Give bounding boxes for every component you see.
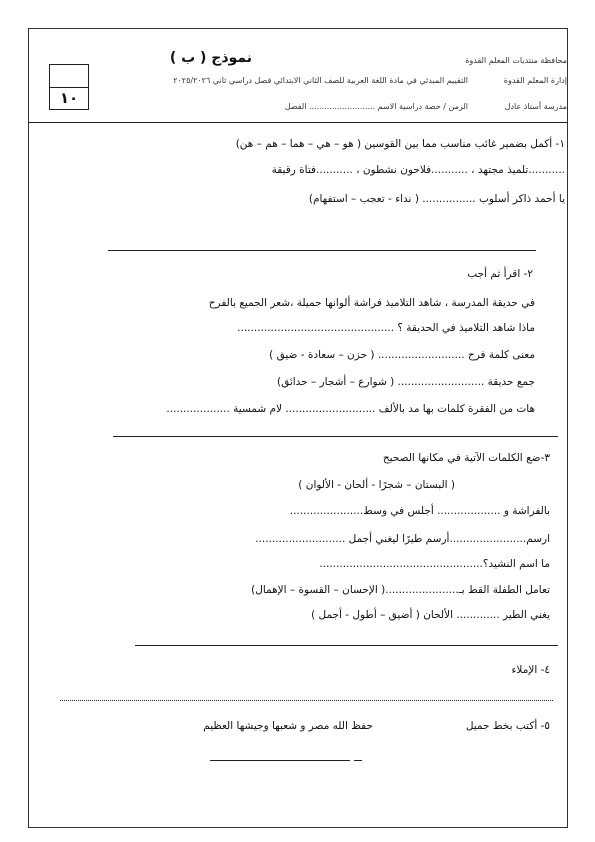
q2-question-b: معنى كلمة فرح .......................... ( حزن – سعادة - ضيق ) [269,349,535,361]
q5-writing-line-end [354,760,362,761]
q5-writing-line [210,760,350,761]
school-name: مدرسة أستاذ عادل [504,102,567,111]
grade-box-divider [50,87,88,88]
administration: إدارة المعلم القدوة [503,76,567,85]
q1-line-1: ...........تلميذ مجتهد ، ...........فلاحون نشطون ، ...........فتاة رقيقة [271,164,565,176]
q2-question-a: ماذا شاهد التلاميذ في الحديقة ؟ ............................................... [237,322,535,334]
q3-line-3: ما اسم النشيد؟................................................. [319,558,550,570]
info-line: الزمن / حصة دراسية الاسم .......................... الفصل [284,102,468,111]
q1-separator [108,250,536,251]
assessment-title: التقييم المبدئي في مادة اللغة العربية للصف الثاني الابتدائي فصل دراسي ثاني ٢٠٢٥/٢٠٢٦ [173,76,468,85]
model-label: نموذج ( ب ) [169,50,252,66]
q3-line-4: تعامل الطفلة القط بـ......................( الإحسان – القسوة – الإهمال) [251,584,550,596]
grade-box [49,64,89,110]
q2-passage: في حديقة المدرسة ، شاهد التلاميذ فراشة ألوانها جميلة ،شعر الجميع بالفرح [208,297,535,309]
q1-line-2: يا أحمد ذاكر أسلوب ................ ( نداء - تعجب – استفهام) [308,193,565,205]
q2-title: ٢- اقرأ ثم أجب [467,268,533,280]
q3-line-2: ارسم.......................أرسم طيرًا ليغني أجمل ........................... [255,533,550,545]
q3-title: ٣-ضع الكلمات الآتية في مكانها الصحيح [382,452,550,464]
q1-title: ١- أكمل بضمير غائب مناسب مما بين القوسين ( هو – هي – هما – هم – هن) [235,138,565,150]
q3-line-5: يغني الطير ............. الألحان ( أضيق – أطول - أجمل ) [311,609,550,621]
q4-title: ٤- الإملاء [511,664,550,676]
q2-separator [113,436,558,437]
header-separator [28,122,568,123]
q2-question-d: هات من الفقرة كلمات بها مد بالألف ........................... لام شمسية ................... [166,403,535,415]
q4-dictation-line [60,700,553,701]
q5-sentence: حفظ الله مصر و شعبها وجيشها العظيم [203,720,373,732]
total-mark: ١٠ [59,89,79,107]
q3-separator [135,645,558,646]
governorate: محافظة منتديات المعلم القدوة [465,56,567,65]
q2-question-c: جمع حديقة .......................... ( شوارع – أشجار – حدائق) [276,376,535,388]
q3-line-1: بالفراشة و ................... أجلس في وسط...................... [289,505,550,517]
q5-title: ٥- أكتب بخط جميل [465,720,550,732]
q3-word-bank: ( البستان – شجرًا - ألحان - الألوان ) [298,479,455,491]
